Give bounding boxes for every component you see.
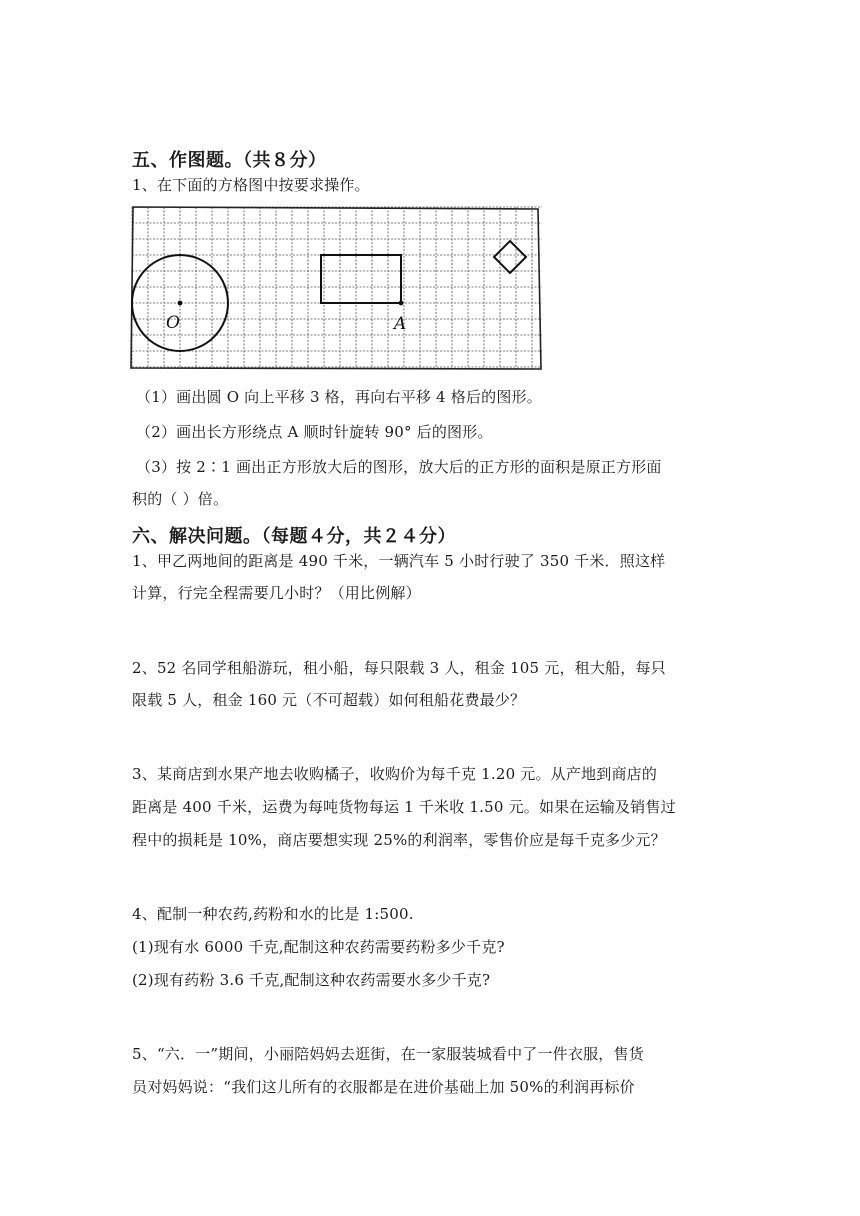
section5-sub3-line1: （3）按 2∶1 画出正方形放大后的图形，放大后的正方形的面积是原正方形面 xyxy=(136,458,662,476)
section5-question1: 1、在下面的方格图中按要求操作。 xyxy=(132,176,370,194)
grid-figure xyxy=(128,203,544,373)
grid-border xyxy=(131,207,541,369)
grid-figure-svg xyxy=(128,203,544,373)
small-square xyxy=(494,241,526,273)
rectangle xyxy=(321,255,401,303)
grid-lines xyxy=(132,207,542,369)
section6-heading: 六、解决问题。（每题４分，共２４分） xyxy=(132,526,456,547)
section6-q4-line2: (1)现有水 6000 千克,配制这种农药需要药粉多少千克? xyxy=(132,938,505,956)
section6-q2-line1: 2、52 名同学租船游玩，租小船，每只限载 3 人，租金 105 元，租大船，每只 xyxy=(132,659,666,677)
section6-q3-line3: 程中的损耗是 10%，商店要想实现 25%的利润率，零售价应是每千克多少元？ xyxy=(132,831,666,849)
section6-q5-line2: 员对妈妈说：“我们这儿所有的衣服都是在进价基础上加 50%的利润再标价 xyxy=(132,1078,635,1096)
section5-sub1: （1）画出圆 O 向上平移 3 格，再向右平移 4 格后的图形。 xyxy=(136,388,542,406)
section6-q4-line3: (2)现有药粉 3.6 千克,配制这种农药需要水多少千克? xyxy=(132,971,491,989)
section6-q1-line1: 1、甲乙两地间的距离是 490 千米，一辆汽车 5 小时行驶了 350 千米．照这样 xyxy=(132,552,666,570)
section5-sub2: （2）画出长方形绕点 A 顺时针旋转 90° 后的图形。 xyxy=(136,423,493,441)
section6-q3-line2: 距离是 400 千米，运费为每吨货物每运 1 千米收 1.50 元。如果在运输及销售过 xyxy=(132,798,676,816)
section6-q1-line2: 计算，行完全程需要几小时？（用比例解） xyxy=(132,584,421,602)
section6-q2-line2: 限载 5 人，租金 160 元（不可超载）如何租船花费最少？ xyxy=(132,691,526,709)
point-a xyxy=(399,301,404,306)
center-point-o xyxy=(178,301,183,306)
section5-sub3-line2: 积的（ ）倍。 xyxy=(132,490,229,508)
section6-q4-line1: 4、配制一种农药,药粉和水的比是 1:500. xyxy=(132,905,414,923)
section6-q5-line1: 5、“六．一”期间，小丽陪妈妈去逛街，在一家服装城看中了一件衣服，售货 xyxy=(132,1045,644,1063)
label-o: O xyxy=(166,313,180,333)
section5-heading: 五、作图题。（共８分） xyxy=(132,150,327,171)
label-a: A xyxy=(394,314,407,334)
section6-q3-line1: 3、某商店到水果产地去收购橘子，收购价为每千克 1.20 元。从产地到商店的 xyxy=(132,765,658,783)
